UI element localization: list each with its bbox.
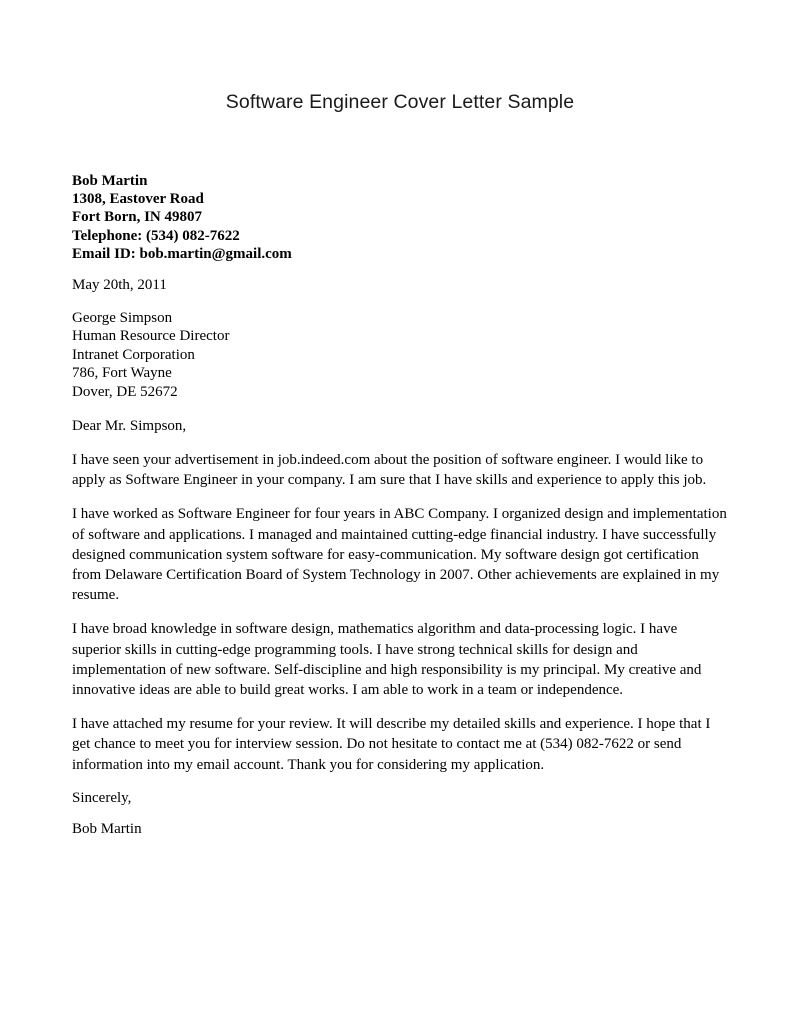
letter-date: May 20th, 2011 [72, 277, 167, 294]
body-paragraph-1: I have seen your advertisement in job.indeed.com about the position of software engineer. I would like to apply as Software Engineer in your company. I am sure that I have skills and experience to apply this job. [72, 452, 707, 489]
sender-telephone: Telephone: (534) 082-7622 [72, 227, 240, 244]
letter-body [72, 172, 729, 839]
body-paragraph-3: I have broad knowledge in software design, mathematics algorithm and data-processing logic. I have superior skills in cutting-edge programming tools. I have strong technical skills for design and implementation of new software. Self-discipline and high responsibility is my principal. My creative and innovative ideas are able to build great works. I am able to work in a team or independence. [72, 621, 702, 699]
sender-street: 1308, Eastover Road [72, 191, 204, 208]
body-paragraph-2: I have worked as Software Engineer for four years in ABC Company. I organized design and implementation of software and applications. I managed and maintained cutting-edge financial industry. I have successfully designed communication system software for easy-communication. My software design got certification from Delaware Certification Board of System Technology in 2007. Other achievements are explained in my resume. [72, 506, 727, 604]
body-paragraph-4: I have attached my resume for your review. It will describe my detailed skills and experience. I hope that I get chance to meet you for interview session. Do not hesitate to contact me at (534) 082-7622 or send information into my email account. Thank you for considering my application. [72, 716, 711, 773]
sender-address-block [72, 172, 729, 263]
sender-name: Bob Martin [72, 173, 148, 189]
valediction: Sincerely, [72, 789, 132, 806]
salutation: Dear Mr. Simpson, [72, 418, 187, 435]
recipient-address-block [72, 309, 729, 401]
sender-city-state-zip: Fort Born, IN 49807 [72, 209, 202, 226]
sender-email: Email ID: bob.martin@gmail.com [72, 245, 292, 262]
recipient-city-state-zip: Dover, DE 52672 [72, 383, 178, 400]
recipient-job-title: Human Resource Director [72, 328, 230, 345]
page-title: Software Engineer Cover Letter Sample [225, 91, 575, 113]
recipient-name: George Simpson [72, 310, 173, 327]
recipient-company: Intranet Corporation [72, 346, 195, 363]
signature-name: Bob Martin [72, 820, 142, 837]
recipient-street: 786, Fort Wayne [72, 365, 172, 382]
